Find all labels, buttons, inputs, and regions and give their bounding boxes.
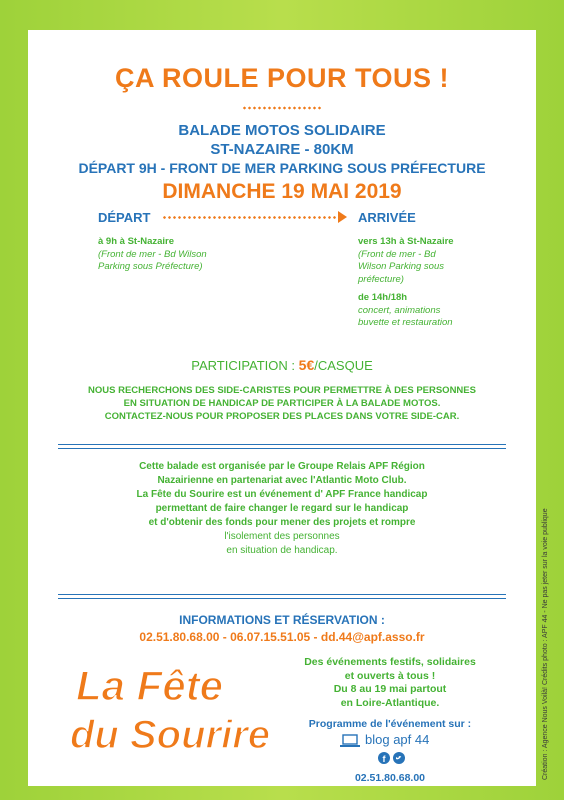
participation-label: PARTICIPATION : bbox=[191, 358, 296, 373]
arrow-right-icon bbox=[338, 211, 347, 223]
twitter-icon[interactable] bbox=[393, 752, 405, 764]
notice-line: EN SITUATION DE HANDICAP DE PARTICIPER À LA BALADE MOTOS. bbox=[123, 398, 441, 409]
arrivee-time: vers 13h à St-Nazaire bbox=[358, 236, 454, 247]
svg-text:du Sourire: du Sourire bbox=[70, 713, 271, 757]
divider-bottom bbox=[58, 594, 506, 595]
depart-details bbox=[98, 236, 278, 274]
depart-time: à 9h à St-Nazaire bbox=[98, 236, 175, 247]
blog-text: blog apf 44 bbox=[365, 732, 430, 747]
svg-text:f: f bbox=[382, 754, 386, 764]
title-divider bbox=[242, 106, 322, 110]
org-line: et d'obtenir des fonds pour mener des projets et rompre bbox=[148, 517, 416, 528]
arrivee-place-2: Wilson Parking sous bbox=[358, 261, 444, 272]
page-title: ÇA ROULE POUR TOUS ! bbox=[114, 63, 449, 93]
org-line: Cette balade est organisée par le Groupe Relais APF Région bbox=[139, 461, 425, 472]
credits-vertical bbox=[542, 508, 562, 780]
divider-bottom-2 bbox=[58, 598, 506, 599]
activities-2: buvette et restauration bbox=[358, 317, 453, 328]
arrivee-label: ARRIVÉE bbox=[358, 210, 416, 225]
svg-text:La Fête: La Fête bbox=[76, 662, 224, 709]
events-line: en Loire-Atlantique. bbox=[340, 696, 440, 709]
contact-line[interactable]: 02.51.80.68.00 - 06.07.15.51.05 - dd.44@apf.asso.fr bbox=[139, 630, 425, 644]
route-arrow-line bbox=[162, 216, 340, 219]
info-heading: INFORMATIONS ET RÉSERVATION : bbox=[179, 613, 385, 627]
org-line: La Fête du Sourire est un événement d' APF France handicap bbox=[136, 489, 428, 500]
subtitle-distance: ST-NAZAIRE - 80KM bbox=[210, 141, 354, 158]
event-date: DIMANCHE 19 MAI 2019 bbox=[162, 180, 402, 203]
arrivee-place-3: préfecture) bbox=[358, 273, 404, 285]
org-line: permettant de faire changer le regard sur le handicap bbox=[155, 503, 409, 514]
org-line: l'isolement des personnes bbox=[224, 531, 340, 542]
sidecar-notice bbox=[28, 384, 536, 423]
notice-line: CONTACTEZ-NOUS POUR PROPOSER DES PLACES DANS VOTRE SIDE-CAR. bbox=[104, 411, 460, 422]
activities-1: concert, animations bbox=[358, 304, 441, 316]
poster-card bbox=[28, 30, 536, 786]
depart-place-1: (Front de mer - Bd Wilson bbox=[98, 248, 207, 260]
program-label: Programme de l'événement sur : bbox=[308, 718, 472, 730]
departure-line: DÉPART 9H - FRONT DE MER PARKING SOUS PRÉFECTURE bbox=[78, 160, 486, 176]
events-line: et ouverts à tous ! bbox=[344, 669, 436, 682]
arrivee-details bbox=[358, 236, 528, 330]
notice-line: NOUS RECHERCHONS DES SIDE-CARISTES POUR PERMETTRE À DES PERSONNES bbox=[88, 385, 476, 396]
events-text bbox=[276, 656, 504, 710]
facebook-icon[interactable] bbox=[378, 752, 390, 764]
depart-label: DÉPART bbox=[98, 210, 151, 225]
arrivee-place-1: (Front de mer - Bd bbox=[358, 248, 436, 260]
divider-top-2 bbox=[58, 448, 506, 449]
depart-place-2: Parking sous Préfecture) bbox=[98, 261, 203, 272]
org-line: en situation de handicap. bbox=[226, 545, 338, 556]
blog-link[interactable] bbox=[340, 732, 450, 750]
participation-unit: /CASQUE bbox=[314, 358, 373, 373]
laptop-icon bbox=[340, 734, 360, 748]
afternoon-time: de 14h/18h bbox=[358, 292, 408, 303]
org-line: Nazairienne en partenariat avec l'Atlantic Moto Club. bbox=[157, 475, 407, 486]
subtitle-balade: BALADE MOTOS SOLIDAIRE bbox=[178, 122, 386, 139]
participation bbox=[28, 357, 536, 373]
participation-price: 5€ bbox=[298, 357, 315, 373]
fete-du-sourire-logo bbox=[66, 652, 276, 762]
divider-top bbox=[58, 444, 506, 445]
credits-text: Création : Agence Nous Voilà! Crédits photo : APF 44 - Ne pas jeter sur la voie publique bbox=[542, 508, 549, 780]
phone-number[interactable]: 02.51.80.68.00 bbox=[354, 772, 426, 784]
events-line: Des événements festifs, solidaires bbox=[304, 656, 476, 668]
organisation-text bbox=[68, 460, 496, 558]
events-line: Du 8 au 19 mai partout bbox=[333, 683, 447, 695]
